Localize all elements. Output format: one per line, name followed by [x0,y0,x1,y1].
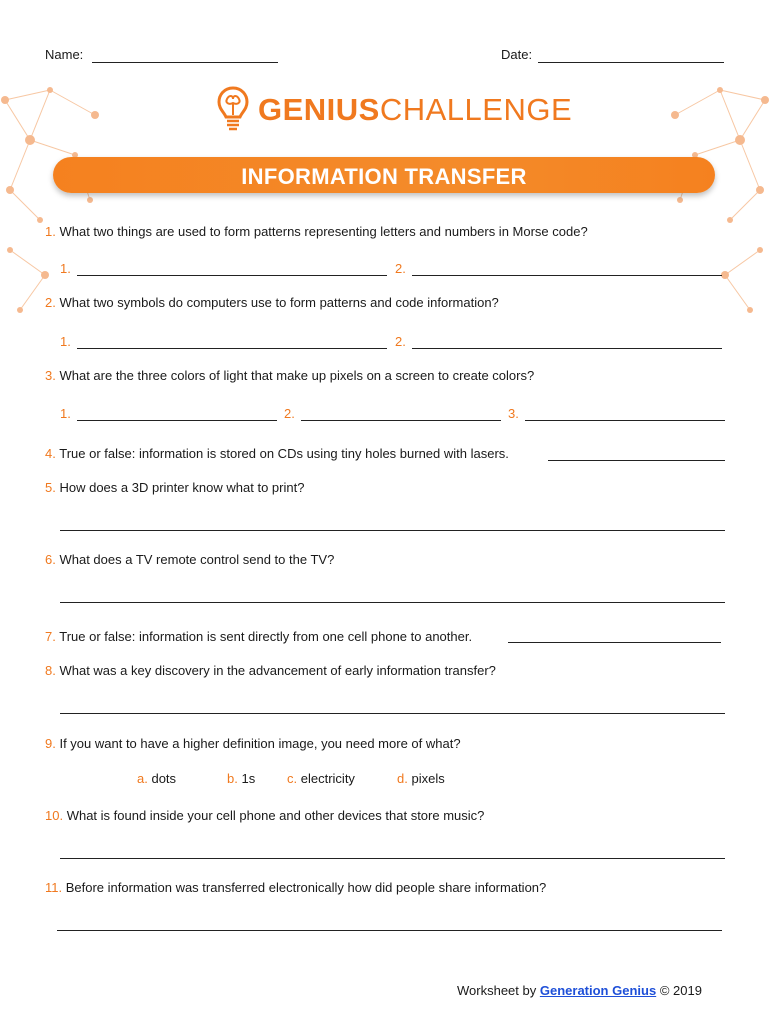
date-label: Date: [501,47,533,62]
question-number: 3. [45,368,56,383]
answer-field-q10[interactable] [60,858,725,859]
question-number: 9. [45,736,56,751]
question-number: 11. [45,880,63,895]
question-9 [45,736,461,751]
name-field[interactable] [92,62,278,63]
choice-a[interactable] [137,771,176,786]
choice-b[interactable] [227,771,255,786]
choice-text: electricity [300,771,355,786]
answer-field-q1-1[interactable] [77,275,387,276]
answer-field-q8[interactable] [60,713,725,714]
choice-letter: b. [227,771,238,786]
choice-text: dots [151,771,177,786]
logo-wordmark: GENIUSCHALLENGE [258,92,573,127]
choice-letter: a. [137,771,148,786]
answer-number: 2. [395,334,406,349]
question-text: What two symbols do computers use to form patterns and code information? [59,295,499,310]
question-text: What are the three colors of light that make up pixels on a screen to create colors? [59,368,535,383]
question-number: 1. [45,224,56,239]
molecule-decoration-left [0,60,120,330]
question-text: Before information was transferred electronically how did people share information? [65,880,547,895]
choice-d[interactable] [397,771,445,786]
choice-text: 1s [241,771,256,786]
answer-field-q6[interactable] [60,602,725,603]
question-7 [45,629,472,644]
answer-number: 2. [395,261,406,276]
molecule-decoration-right [650,60,770,330]
date-field[interactable] [538,62,724,63]
question-number: 7. [45,629,56,644]
question-text: How does a 3D printer know what to print? [59,480,305,495]
answer-number: 1. [60,406,71,421]
question-text: What does a TV remote control send to the TV? [59,552,335,567]
footer-prefix: Worksheet by [457,983,537,998]
question-text: What two things are used to form patterns representing letters and numbers in Morse code? [59,224,588,239]
question-text: What is found inside your cell phone and other devices that store music? [66,808,485,823]
footer-credit [457,983,702,998]
footer-copyright: © 2019 [659,983,702,998]
answer-number: 2. [284,406,295,421]
question-text: If you want to have a higher definition image, you need more of what? [59,736,461,751]
page-title: INFORMATION TRANSFER [241,164,527,189]
answer-field-q1-2[interactable] [412,275,722,276]
answer-number: 1. [60,334,71,349]
question-8 [45,663,496,678]
choice-letter: d. [397,771,408,786]
question-1 [45,224,588,239]
answer-field-q4[interactable] [548,460,725,461]
question-text: True or false: information is stored on CDs using tiny holes burned with lasers. [59,446,509,461]
answer-field-q2-2[interactable] [412,348,722,349]
question-11 [45,880,546,895]
question-6 [45,552,334,567]
lightbulb-brain-icon [216,85,250,135]
answer-field-q3-1[interactable] [77,420,277,421]
answer-field-q3-2[interactable] [301,420,501,421]
choice-letter: c. [287,771,298,786]
answer-field-q7[interactable] [508,642,721,643]
answer-field-q2-1[interactable] [77,348,387,349]
question-text: True or false: information is sent directly from one cell phone to another. [59,629,473,644]
question-number: 6. [45,552,56,567]
question-4 [45,446,509,461]
name-label: Name: [45,47,84,62]
answer-number: 1. [60,261,71,276]
question-3 [45,368,534,383]
choice-text: pixels [411,771,445,786]
title-banner [53,157,715,193]
question-number: 4. [45,446,56,461]
question-number: 5. [45,480,56,495]
answer-field-q3-3[interactable] [525,420,725,421]
question-number: 10. [45,808,64,823]
question-text: What was a key discovery in the advancement of early information transfer? [59,663,496,678]
answer-number: 3. [508,406,519,421]
question-number: 2. [45,295,56,310]
question-5 [45,480,304,495]
generation-genius-link[interactable]: Generation Genius [539,983,657,998]
question-number: 8. [45,663,56,678]
question-2 [45,295,499,310]
question-10 [45,808,484,823]
answer-field-q5[interactable] [60,530,725,531]
choice-c[interactable] [287,771,355,786]
answer-field-q11[interactable] [57,930,722,931]
